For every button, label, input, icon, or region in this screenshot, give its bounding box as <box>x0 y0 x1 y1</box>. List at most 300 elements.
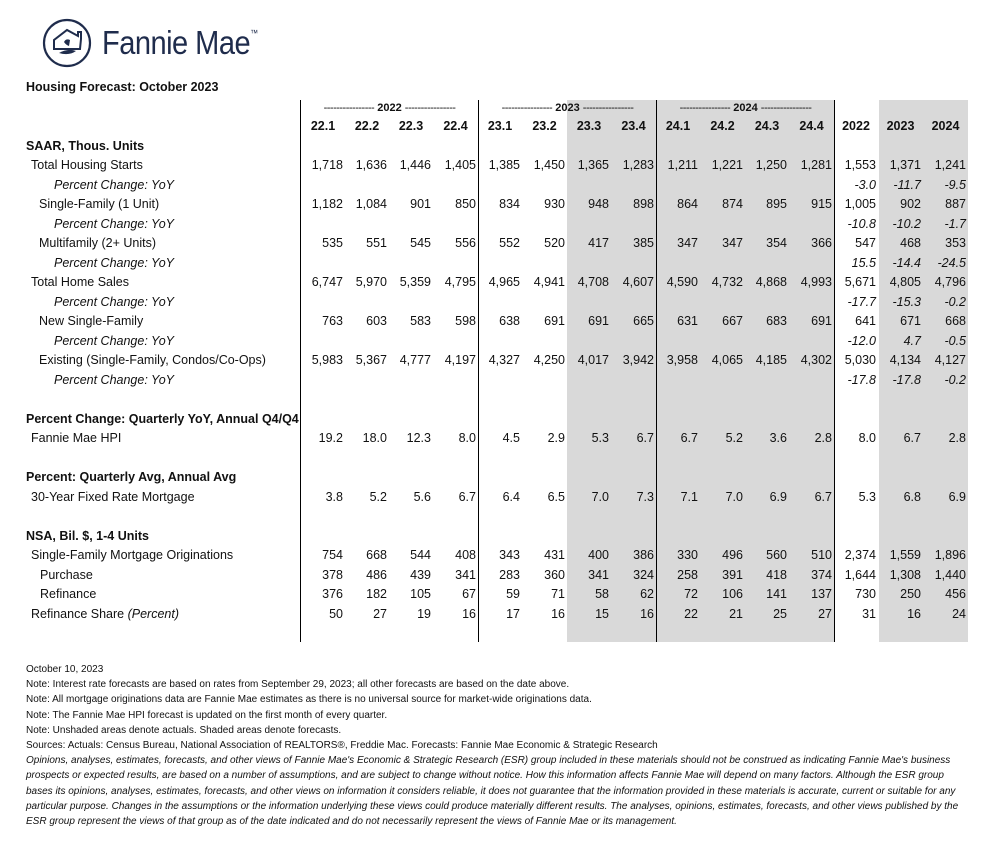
table-cell <box>567 468 611 488</box>
table-cell: 182 <box>366 587 387 601</box>
table-cell <box>700 507 745 527</box>
table-cell <box>522 254 567 274</box>
table-cell <box>522 449 567 469</box>
table-cell: 887 <box>945 197 966 211</box>
table-cell: 330 <box>677 548 698 562</box>
table-cell: 5,983 <box>311 353 343 367</box>
row-label-text: Refinance <box>40 587 97 601</box>
row-label <box>0 254 301 274</box>
table-cell <box>345 468 389 488</box>
table-cell <box>789 332 834 352</box>
table-cell: 258 <box>677 567 698 582</box>
column-header: 23.1 <box>487 119 513 133</box>
table-cell <box>611 371 656 391</box>
table-cell: 1,281 <box>800 158 832 172</box>
table-cell: 3,942 <box>622 353 654 367</box>
table-cell <box>745 449 789 469</box>
row-label <box>0 332 301 352</box>
table-row <box>0 605 968 625</box>
table-cell: 343 <box>499 548 520 562</box>
table-cell <box>345 527 389 547</box>
table-cell: 668 <box>945 314 966 328</box>
column-header: 23.2 <box>532 119 557 133</box>
table-cell: 5,030 <box>844 353 876 367</box>
table-cell: 551 <box>366 236 387 250</box>
row-label <box>0 468 301 488</box>
table-cell <box>567 527 611 547</box>
table-cell: 665 <box>633 314 654 328</box>
table-cell: 4,327 <box>488 353 520 367</box>
note-line: Note: All mortgage originations data are Fannie Mae estimates as there is no universal source for market-wide originations data. <box>26 694 592 706</box>
table-cell <box>878 527 923 547</box>
table-cell: 5,359 <box>399 275 431 289</box>
table-cell <box>923 390 968 410</box>
section-header-row <box>0 137 968 157</box>
table-cell <box>700 137 745 157</box>
table-row <box>0 156 968 176</box>
row-label-text: Percent Change: YoY <box>54 333 174 348</box>
table-cell: 4,607 <box>622 275 654 289</box>
row-label-text: Single-Family (1 Unit) <box>39 197 160 211</box>
table-cell <box>389 293 433 313</box>
table-cell: 552 <box>499 236 520 250</box>
table-cell: -9.5 <box>944 177 966 192</box>
row-label <box>0 293 301 313</box>
table-cell <box>834 137 878 157</box>
table-cell: 22 <box>684 606 698 621</box>
table-cell <box>700 410 745 430</box>
row-label <box>0 566 301 586</box>
row-label <box>0 137 301 157</box>
table-cell: 347 <box>722 236 743 250</box>
row-label-text: Existing (Single-Family, Condos/Co-Ops) <box>39 353 266 367</box>
table-cell: 864 <box>677 197 698 211</box>
table-cell: 6.7 <box>903 431 921 445</box>
row-label <box>0 195 301 215</box>
table-cell: -3.0 <box>854 177 876 192</box>
column-header: 24.1 <box>665 119 691 133</box>
table-cell <box>700 332 745 352</box>
table-cell <box>567 293 611 313</box>
table-cell: 4,127 <box>934 353 966 367</box>
table-cell <box>301 332 345 352</box>
table-cell <box>301 137 345 157</box>
table-cell <box>433 254 478 274</box>
table-cell: 4,250 <box>533 353 565 367</box>
table-cell: 691 <box>588 314 609 328</box>
column-header: 24.4 <box>799 119 824 133</box>
table-cell: 62 <box>640 587 654 601</box>
table-cell: 366 <box>811 236 832 250</box>
table-cell: 510 <box>811 548 832 562</box>
table-cell: 5,671 <box>844 275 876 289</box>
table-cell <box>700 390 745 410</box>
table-cell: 560 <box>766 548 787 562</box>
table-cell: 374 <box>811 567 832 582</box>
spacer-row <box>0 507 968 527</box>
table-cell <box>389 371 433 391</box>
table-cell <box>389 390 433 410</box>
section-header-row <box>0 410 968 430</box>
table-cell: 324 <box>633 567 654 582</box>
table-cell <box>611 254 656 274</box>
table-cell: 5.2 <box>725 431 743 445</box>
table-cell: 1,553 <box>844 158 876 172</box>
table-cell: 1,718 <box>311 158 343 172</box>
table-cell <box>745 527 789 547</box>
table-cell <box>301 293 345 313</box>
table-cell: 2.8 <box>814 431 832 445</box>
table-cell: 3.8 <box>325 489 343 504</box>
table-cell: 850 <box>455 197 476 211</box>
table-cell: 50 <box>329 606 343 621</box>
table-cell <box>345 332 389 352</box>
table-cell: 5.6 <box>413 489 431 504</box>
table-cell: 4,795 <box>444 275 476 289</box>
table-cell: 15.5 <box>851 255 876 270</box>
table-cell <box>478 507 522 527</box>
table-cell <box>923 449 968 469</box>
table-cell <box>611 527 656 547</box>
table-cell: 71 <box>551 587 565 601</box>
table-cell <box>656 449 700 469</box>
table-cell: 31 <box>862 606 876 621</box>
table-cell <box>789 293 834 313</box>
table-cell <box>345 390 389 410</box>
table-cell <box>301 468 345 488</box>
row-label-text: Purchase <box>40 567 93 582</box>
table-cell <box>478 390 522 410</box>
table-row <box>0 332 968 352</box>
table-cell <box>700 215 745 235</box>
table-cell <box>389 137 433 157</box>
column-header: 23.3 <box>576 119 602 133</box>
table-cell <box>301 410 345 430</box>
table-cell <box>522 507 567 527</box>
table-cell: 1,308 <box>889 567 921 582</box>
table-cell: 1,440 <box>934 567 966 582</box>
table-cell: 137 <box>811 587 832 601</box>
table-cell: -0.2 <box>944 372 966 387</box>
table-cell <box>567 137 611 157</box>
table-cell <box>834 468 878 488</box>
table-cell: 4,777 <box>399 353 431 367</box>
table-row <box>0 312 968 332</box>
table-cell: 5.2 <box>369 489 387 504</box>
table-cell: 641 <box>855 314 876 328</box>
table-cell: -1.7 <box>944 216 966 231</box>
row-label <box>0 546 301 566</box>
table-cell <box>522 468 567 488</box>
table-row <box>0 371 968 391</box>
table-cell <box>834 527 878 547</box>
table-cell <box>656 371 700 391</box>
table-cell <box>923 507 968 527</box>
table-cell <box>745 371 789 391</box>
table-cell: 4,185 <box>755 353 787 367</box>
table-row <box>0 234 968 254</box>
table-cell: 59 <box>506 587 520 601</box>
table-cell: 4,796 <box>934 275 966 289</box>
table-cell: 4,993 <box>800 275 832 289</box>
table-cell: 1,211 <box>667 158 698 172</box>
table-cell: 106 <box>722 587 743 601</box>
row-label-text: Percent Change: YoY <box>54 255 174 270</box>
table-cell: -17.8 <box>892 372 921 387</box>
table-cell <box>656 215 700 235</box>
table-cell <box>433 410 478 430</box>
column-header: 2022 <box>842 119 870 133</box>
table-cell <box>878 507 923 527</box>
table-cell: 250 <box>900 587 921 601</box>
table-cell: 4,134 <box>889 353 921 367</box>
table-cell: 2.8 <box>948 431 966 445</box>
table-row <box>0 546 968 566</box>
row-label <box>0 312 301 332</box>
table-cell <box>789 215 834 235</box>
column-header: 24.3 <box>754 119 780 133</box>
table-cell: -12.0 <box>847 333 876 348</box>
table-cell: 1,250 <box>755 158 787 172</box>
table-cell: 4.7 <box>903 333 921 348</box>
table-cell: 400 <box>588 548 609 562</box>
table-cell: -10.8 <box>847 216 876 231</box>
table-cell: 834 <box>499 197 520 211</box>
section-header-row <box>0 468 968 488</box>
table-cell <box>745 410 789 430</box>
table-row <box>0 215 968 235</box>
column-header: 22.1 <box>310 119 336 133</box>
table-cell <box>433 390 478 410</box>
table-row <box>0 429 968 449</box>
table-cell: 7.1 <box>680 489 698 504</box>
table-cell <box>789 507 834 527</box>
table-row <box>0 566 968 586</box>
table-cell <box>389 410 433 430</box>
column-header: 22.3 <box>398 119 424 133</box>
table-cell <box>478 527 522 547</box>
table-cell <box>745 507 789 527</box>
table-cell: 486 <box>366 567 387 582</box>
row-label-text: Fannie Mae HPI <box>31 431 122 445</box>
table-cell: 439 <box>410 567 431 582</box>
table-cell: 27 <box>818 606 832 621</box>
row-label-text: Single-Family Mortgage Originations <box>31 548 234 562</box>
table-cell: 1,896 <box>934 548 966 562</box>
table-cell: 895 <box>766 197 787 211</box>
year-header-2024: ---------------- 2024 ---------------- <box>679 102 812 114</box>
table-cell: 496 <box>722 548 743 562</box>
table-cell: 408 <box>455 548 476 562</box>
table-cell <box>656 176 700 196</box>
table-cell: 19 <box>417 606 431 621</box>
table-cell: 583 <box>410 314 431 328</box>
year-header-2023: ---------------- 2023 ---------------- <box>501 102 634 114</box>
table-cell <box>345 176 389 196</box>
table-cell: 27 <box>373 606 387 621</box>
row-label <box>0 410 301 430</box>
table-cell: 4,732 <box>711 275 743 289</box>
row-label <box>0 234 301 254</box>
table-cell <box>567 507 611 527</box>
table-cell: 3.6 <box>769 431 787 445</box>
table-cell: -10.2 <box>892 216 921 231</box>
table-cell <box>611 449 656 469</box>
table-cell <box>611 507 656 527</box>
table-cell: 353 <box>945 236 966 250</box>
table-cell <box>611 293 656 313</box>
table-row <box>0 176 968 196</box>
table-cell: 6.7 <box>814 489 832 504</box>
table-cell <box>567 254 611 274</box>
table-cell <box>433 507 478 527</box>
table-cell <box>389 254 433 274</box>
table-cell: -14.4 <box>892 255 921 270</box>
table-cell: 4,302 <box>800 353 832 367</box>
table-cell <box>789 527 834 547</box>
table-cell <box>567 332 611 352</box>
table-cell: 12.3 <box>406 431 431 445</box>
table-cell <box>478 449 522 469</box>
row-label-text: Percent Change: YoY <box>54 372 174 387</box>
table-cell: 391 <box>722 567 743 582</box>
table-cell: 4,941 <box>533 275 565 289</box>
table-cell: 6.4 <box>502 489 520 504</box>
table-cell <box>789 371 834 391</box>
table-cell: 341 <box>455 567 476 582</box>
table-cell <box>567 390 611 410</box>
table-cell: 631 <box>677 314 698 328</box>
table-cell <box>522 390 567 410</box>
row-label <box>0 390 301 410</box>
table-cell: 18.0 <box>362 431 387 445</box>
note-line: Note: Interest rate forecasts are based on rates from September 29, 2023; all other forecasts are based on the date above. <box>26 679 570 691</box>
table-cell: 354 <box>766 236 787 250</box>
table-cell <box>611 137 656 157</box>
table-cell <box>611 176 656 196</box>
table-cell <box>745 215 789 235</box>
table-cell: 520 <box>544 236 565 250</box>
row-label-text: Refinance Share <box>31 606 125 621</box>
column-header: 24.2 <box>710 119 735 133</box>
table-cell <box>878 137 923 157</box>
table-row <box>0 254 968 274</box>
spacer-row <box>0 390 968 410</box>
table-cell <box>789 254 834 274</box>
row-label <box>0 507 301 527</box>
row-label <box>0 605 301 625</box>
table-cell <box>611 215 656 235</box>
table-cell: 1,559 <box>889 548 921 562</box>
table-cell <box>301 527 345 547</box>
table-cell: 21 <box>729 606 743 621</box>
table-cell: 6,747 <box>311 275 343 289</box>
table-cell <box>656 390 700 410</box>
row-label <box>0 351 301 371</box>
note-line: Note: The Fannie Mae HPI forecast is updated on the first month of every quarter. <box>26 709 388 721</box>
table-cell: 902 <box>900 197 921 211</box>
table-cell <box>567 215 611 235</box>
table-cell <box>522 332 567 352</box>
row-label <box>0 527 301 547</box>
row-label-text: Total Housing Starts <box>31 158 143 172</box>
note-line: Note: Unshaded areas denote actuals. Shaded areas denote forecasts. <box>26 724 342 736</box>
table-row <box>0 293 968 313</box>
table-cell: 386 <box>633 548 654 562</box>
table-cell <box>745 176 789 196</box>
row-label-text: Percent Change: Quarterly YoY, Annual Q4/Q4 <box>26 411 299 426</box>
table-cell <box>789 449 834 469</box>
table-cell: 915 <box>811 197 832 211</box>
table-cell: 5.3 <box>591 431 609 445</box>
table-cell: -0.5 <box>944 333 966 348</box>
table-cell: 5.3 <box>858 489 876 504</box>
table-cell: 19.2 <box>318 431 343 445</box>
table-cell: 6.7 <box>680 431 698 445</box>
table-cell: 376 <box>322 587 343 601</box>
table-cell: 341 <box>588 567 609 582</box>
table-cell <box>433 215 478 235</box>
table-cell <box>478 332 522 352</box>
table-cell <box>433 137 478 157</box>
table-cell <box>433 449 478 469</box>
table-cell <box>789 137 834 157</box>
table-cell <box>923 137 968 157</box>
table-cell: 1,446 <box>399 158 431 172</box>
table-cell <box>522 215 567 235</box>
table-cell <box>656 137 700 157</box>
row-label <box>0 176 301 196</box>
table-cell: -11.7 <box>893 177 921 192</box>
table-cell: 16 <box>462 606 476 621</box>
table-cell <box>301 390 345 410</box>
table-cell: 16 <box>551 606 565 621</box>
table-cell <box>478 371 522 391</box>
table-cell <box>745 254 789 274</box>
header-spacer <box>0 117 301 137</box>
table-cell <box>789 468 834 488</box>
table-cell: 4.5 <box>502 431 520 445</box>
table-cell: 6.7 <box>636 431 654 445</box>
table-cell: 4,965 <box>488 275 520 289</box>
table-row <box>0 351 968 371</box>
table-cell <box>522 371 567 391</box>
table-cell <box>478 215 522 235</box>
table-cell: 105 <box>410 587 431 601</box>
table-cell <box>611 410 656 430</box>
forecast-table <box>0 117 968 624</box>
table-cell: 556 <box>455 236 476 250</box>
table-cell: 603 <box>366 314 387 328</box>
table-cell: 545 <box>410 236 431 250</box>
table-cell <box>478 293 522 313</box>
row-label <box>0 371 301 391</box>
table-cell: -17.8 <box>847 372 876 387</box>
table-cell: 468 <box>900 236 921 250</box>
table-cell <box>433 332 478 352</box>
table-cell: 691 <box>811 314 832 328</box>
table-cell <box>433 176 478 196</box>
table-cell: 431 <box>544 548 565 562</box>
table-cell: 1,405 <box>444 158 476 172</box>
table-cell <box>522 137 567 157</box>
table-row <box>0 195 968 215</box>
row-label-text: Percent: Quarterly Avg, Annual Avg <box>26 470 237 484</box>
fannie-mae-logo <box>42 17 279 69</box>
table-cell <box>567 371 611 391</box>
table-cell: 598 <box>455 314 476 328</box>
table-cell <box>700 449 745 469</box>
